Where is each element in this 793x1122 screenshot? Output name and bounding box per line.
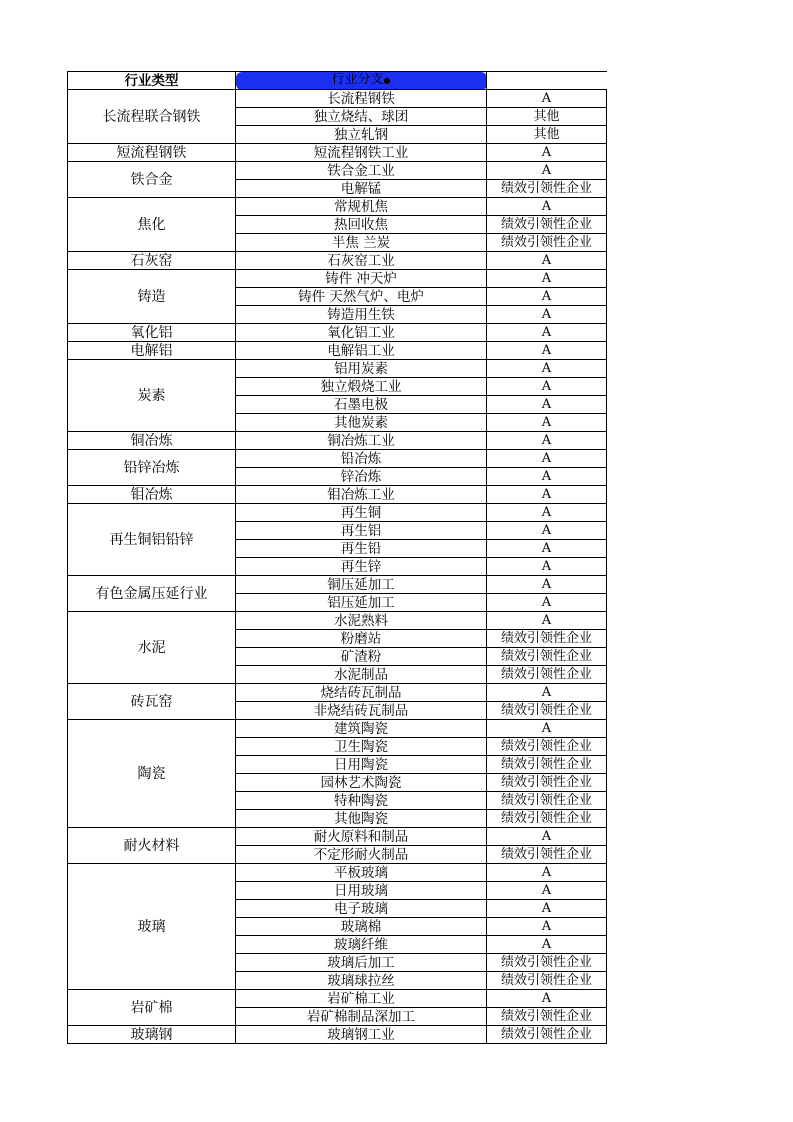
level-cell: 绩效引领性企业 (487, 1008, 607, 1026)
level-cell: 绩效引领性企业 (487, 810, 607, 828)
sub-industry-cell: 常规机焦 (236, 198, 487, 216)
sub-industry-cell: 锌冶炼 (236, 468, 487, 486)
sub-industry-cell: 日用玻璃 (236, 882, 487, 900)
sub-industry-cell: 平板玻璃 (236, 864, 487, 882)
industry-type-cell: 玻璃 (68, 864, 236, 990)
sub-industry-cell: 独立烧结、球团 (236, 108, 487, 126)
level-cell: A (487, 324, 607, 342)
level-cell: A (487, 540, 607, 558)
industry-type-cell: 氧化铝 (68, 324, 236, 342)
level-cell: A (487, 198, 607, 216)
sub-industry-cell: 氧化铝工业 (236, 324, 487, 342)
level-cell: A (487, 918, 607, 936)
level-cell: A (487, 360, 607, 378)
sub-industry-cell: 玻璃钢工业 (236, 1026, 487, 1044)
sub-industry-cell: 玻璃纤维 (236, 936, 487, 954)
sub-industry-cell: 不定形耐火制品 (236, 846, 487, 864)
header-row (68, 72, 607, 90)
level-cell: 绩效引领性企业 (487, 180, 607, 198)
table-row (68, 342, 607, 360)
level-cell: A (487, 684, 607, 702)
industry-type-cell: 炭素 (68, 360, 236, 432)
sub-industry-cell: 粉磨站 (236, 630, 487, 648)
sub-industry-cell: 铝用炭素 (236, 360, 487, 378)
table-row (68, 990, 607, 1008)
sub-industry-cell: 热回收焦 (236, 216, 487, 234)
table-row (68, 198, 607, 216)
sub-industry-cell: 电解锰 (236, 180, 487, 198)
level-cell: A (487, 720, 607, 738)
industry-type-cell: 电解铝 (68, 342, 236, 360)
level-cell: A (487, 288, 607, 306)
sub-industry-cell: 玻璃后加工 (236, 954, 487, 972)
level-cell: A (487, 864, 607, 882)
header-sub-industry-label: 行业分支 (331, 72, 384, 87)
level-cell: 绩效引领性企业 (487, 792, 607, 810)
sub-industry-cell: 岩矿棉制品深加工 (236, 1008, 487, 1026)
level-cell: 绩效引领性企业 (487, 846, 607, 864)
level-cell: A (487, 576, 607, 594)
industry-type-cell: 铜冶炼 (68, 432, 236, 450)
industry-type-cell: 玻璃钢 (68, 1026, 236, 1044)
level-cell: 绩效引领性企业 (487, 738, 607, 756)
level-cell: 绩效引领性企业 (487, 972, 607, 990)
sub-industry-cell: 日用陶瓷 (236, 756, 487, 774)
table-row (68, 360, 607, 378)
level-cell: 其他 (487, 108, 607, 126)
sub-industry-cell: 铁合金工业 (236, 162, 487, 180)
sub-industry-cell: 特种陶瓷 (236, 792, 487, 810)
level-cell: A (487, 378, 607, 396)
level-cell: A (487, 900, 607, 918)
table-row (68, 450, 607, 468)
sub-industry-cell: 其他陶瓷 (236, 810, 487, 828)
level-cell: 绩效引领性企业 (487, 630, 607, 648)
sub-industry-cell: 长流程钢铁 (236, 90, 487, 108)
industry-type-cell: 陶瓷 (68, 720, 236, 828)
level-cell: A (487, 306, 607, 324)
sub-industry-cell: 再生铜 (236, 504, 487, 522)
sub-industry-cell: 电子玻璃 (236, 900, 487, 918)
industry-type-cell: 砖瓦窑 (68, 684, 236, 720)
sub-industry-cell: 独立煅烧工业 (236, 378, 487, 396)
sub-industry-cell: 水泥熟料 (236, 612, 487, 630)
table-row (68, 252, 607, 270)
sub-industry-cell: 园林艺术陶瓷 (236, 774, 487, 792)
sub-industry-cell: 铸件 天然气炉、电炉 (236, 288, 487, 306)
industry-type-cell: 钼冶炼 (68, 486, 236, 504)
level-cell: A (487, 594, 607, 612)
dropdown-marker-icon: ● (383, 76, 391, 85)
table-row (68, 144, 607, 162)
sub-industry-cell: 再生锌 (236, 558, 487, 576)
table-row (68, 828, 607, 846)
sub-industry-cell: 石灰窑工业 (236, 252, 487, 270)
level-cell: A (487, 162, 607, 180)
sub-industry-cell: 半焦 兰炭 (236, 234, 487, 252)
table-row (68, 576, 607, 594)
level-cell: A (487, 90, 607, 108)
sub-industry-cell: 水泥制品 (236, 666, 487, 684)
table-row (68, 684, 607, 702)
industry-type-cell: 石灰窑 (68, 252, 236, 270)
level-cell: A (487, 450, 607, 468)
table-row (68, 486, 607, 504)
level-cell: A (487, 882, 607, 900)
sub-industry-cell: 短流程钢铁工业 (236, 144, 487, 162)
industry-type-cell: 有色金属压延行业 (68, 576, 236, 612)
sub-industry-cell: 铸件 冲天炉 (236, 270, 487, 288)
level-cell: A (487, 396, 607, 414)
industry-type-cell: 水泥 (68, 612, 236, 684)
header-level (487, 72, 607, 90)
industry-type-cell: 铁合金 (68, 162, 236, 198)
level-cell: 绩效引领性企业 (487, 774, 607, 792)
level-cell: A (487, 612, 607, 630)
table-row (68, 162, 607, 180)
sub-industry-cell: 矿渣粉 (236, 648, 487, 666)
level-cell: A (487, 504, 607, 522)
sub-industry-cell: 铸造用生铁 (236, 306, 487, 324)
industry-type-cell: 短流程钢铁 (68, 144, 236, 162)
level-cell: A (487, 270, 607, 288)
table-row (68, 432, 607, 450)
table-row (68, 324, 607, 342)
table-row (68, 90, 607, 108)
level-cell: A (487, 828, 607, 846)
industry-type-cell: 铸造 (68, 270, 236, 324)
level-cell: 绩效引领性企业 (487, 648, 607, 666)
level-cell: A (487, 252, 607, 270)
industry-type-cell: 岩矿棉 (68, 990, 236, 1026)
industry-type-cell: 长流程联合钢铁 (68, 90, 236, 144)
header-sub-industry[interactable] (236, 72, 487, 90)
sub-industry-cell: 再生铅 (236, 540, 487, 558)
sub-industry-cell: 其他炭素 (236, 414, 487, 432)
table-body (68, 72, 607, 1044)
industry-classification-table (67, 71, 607, 1044)
industry-type-cell: 再生铜铝铅锌 (68, 504, 236, 576)
level-cell: A (487, 468, 607, 486)
level-cell: 绩效引领性企业 (487, 216, 607, 234)
industry-type-cell: 焦化 (68, 198, 236, 252)
sub-industry-cell: 烧结砖瓦制品 (236, 684, 487, 702)
level-cell: A (487, 342, 607, 360)
level-cell: A (487, 486, 607, 504)
sub-industry-cell: 铜压延加工 (236, 576, 487, 594)
level-cell: A (487, 144, 607, 162)
table-row (68, 504, 607, 522)
level-cell: 绩效引领性企业 (487, 702, 607, 720)
table-row (68, 270, 607, 288)
level-cell: 其他 (487, 126, 607, 144)
level-cell: A (487, 990, 607, 1008)
sub-industry-cell: 岩矿棉工业 (236, 990, 487, 1008)
level-cell: A (487, 414, 607, 432)
table-row (68, 1026, 607, 1044)
level-cell: 绩效引领性企业 (487, 234, 607, 252)
level-cell: 绩效引领性企业 (487, 666, 607, 684)
level-cell: 绩效引领性企业 (487, 954, 607, 972)
sub-industry-cell: 钼冶炼工业 (236, 486, 487, 504)
table-row (68, 864, 607, 882)
sub-industry-cell: 铝压延加工 (236, 594, 487, 612)
sub-industry-cell: 石墨电极 (236, 396, 487, 414)
sub-industry-cell: 电解铝工业 (236, 342, 487, 360)
sub-industry-cell: 玻璃球拉丝 (236, 972, 487, 990)
level-cell: A (487, 936, 607, 954)
sub-industry-cell: 玻璃棉 (236, 918, 487, 936)
level-cell: A (487, 432, 607, 450)
sub-industry-cell: 卫生陶瓷 (236, 738, 487, 756)
sub-industry-cell: 独立轧钢 (236, 126, 487, 144)
sub-industry-cell: 铅冶炼 (236, 450, 487, 468)
table-row (68, 612, 607, 630)
level-cell: 绩效引领性企业 (487, 756, 607, 774)
sub-industry-cell: 耐火原料和制品 (236, 828, 487, 846)
level-cell: A (487, 558, 607, 576)
sub-industry-cell: 非烧结砖瓦制品 (236, 702, 487, 720)
header-industry-type: 行业类型 (68, 72, 236, 90)
industry-type-cell: 铅锌冶炼 (68, 450, 236, 486)
industry-type-cell: 耐火材料 (68, 828, 236, 864)
level-cell: 绩效引领性企业 (487, 1026, 607, 1044)
sub-industry-cell: 建筑陶瓷 (236, 720, 487, 738)
level-cell: A (487, 522, 607, 540)
sub-industry-cell: 再生铝 (236, 522, 487, 540)
table-row (68, 720, 607, 738)
sub-industry-cell: 铜冶炼工业 (236, 432, 487, 450)
